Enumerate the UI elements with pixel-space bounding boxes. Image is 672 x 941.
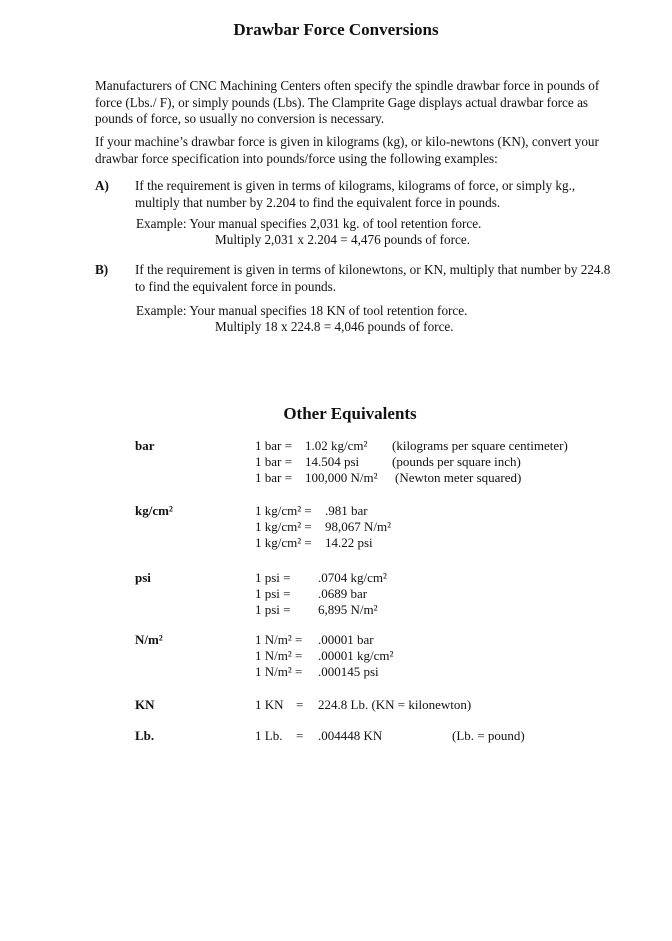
eq-rhs: .000145 psi	[318, 664, 379, 679]
eq-rhs: 14.22 psi	[325, 535, 373, 550]
section-title: Other Equivalents	[283, 404, 417, 423]
eq-rhs: .00001 bar	[318, 632, 374, 647]
eq-rhs: .0704 kg/cm²	[318, 570, 387, 585]
unit-label-psi: psi	[135, 570, 151, 585]
eq-rhs: 100,000 N/m²	[305, 470, 378, 485]
eq-lhs: 1 N/m² =	[255, 632, 303, 647]
eq-lhs: 1 bar =	[255, 454, 292, 469]
eq-rhs: .004448 KN	[318, 728, 383, 743]
item-text: If the requirement is given in terms of kilonewtons, or KN, multiply that number by 224.8 to find the equivalent force in pounds.	[135, 262, 611, 294]
eq-note: (pounds per square inch)	[392, 454, 521, 469]
intro-paragraph-2: If your machine’s drawbar force is given in kilograms (kg), or kilo-newtons (KN), convert your drawbar force specification into pounds/force using the following examples:	[95, 134, 599, 166]
eq-rhs: .00001 kg/cm²	[318, 648, 394, 663]
example-b-line-1: Example: Your manual specifies 18 KN of tool retention force.	[136, 303, 468, 318]
eq-lhs: 1 psi =	[255, 570, 291, 585]
intro-paragraph-1: Manufacturers of CNC Machining Centers often specify the spindle drawbar force in pounds of force (Lbs./ F), or simply pounds (Lbs). The Clamprite Gage displays actual drawbar force as pounds of force, so usually no conversion is necessary.	[95, 78, 600, 126]
item-marker: B)	[95, 262, 109, 277]
eq-sign: =	[296, 697, 304, 712]
eq-lhs: 1 Lb.	[255, 728, 283, 743]
example-a-line-2: Multiply 2,031 x 2.204 = 4,476 pounds of force.	[215, 232, 471, 247]
eq-rhs: 1.02 kg/cm²	[305, 438, 368, 453]
eq-lhs: 1 psi =	[255, 602, 291, 617]
eq-rhs: 14.504 psi	[305, 454, 360, 469]
eq-sign: =	[296, 728, 304, 743]
unit-label-kg-cm2: kg/cm²	[135, 503, 173, 518]
eq-rhs: .0689 bar	[318, 586, 368, 601]
eq-rhs: 98,067 N/m²	[325, 519, 392, 534]
eq-lhs: 1 N/m² =	[255, 648, 303, 663]
eq-lhs: 1 kg/cm² =	[255, 503, 312, 518]
eq-note: (Newton meter squared)	[395, 470, 522, 485]
unit-label-kn: KN	[135, 697, 155, 712]
eq-lhs: 1 bar =	[255, 438, 292, 453]
eq-rhs: 224.8 Lb. (KN = kilonewton)	[318, 697, 472, 712]
unit-label-lb: Lb.	[135, 728, 155, 743]
page-title: Drawbar Force Conversions	[233, 20, 439, 39]
eq-lhs: 1 KN	[255, 697, 284, 712]
eq-lhs: 1 N/m² =	[255, 664, 303, 679]
eq-lhs: 1 psi =	[255, 586, 291, 601]
eq-lhs: 1 bar =	[255, 470, 292, 485]
unit-label-n-m2: N/m²	[135, 632, 163, 647]
eq-lhs: 1 kg/cm² =	[255, 519, 312, 534]
unit-label-bar: bar	[135, 438, 155, 453]
item-text: If the requirement is given in terms of kilograms, kilograms of force, or simply kg., multiply that number by 2.204 to find the equivalent force in pounds.	[135, 178, 576, 210]
eq-note: (kilograms per square centimeter)	[392, 438, 568, 453]
eq-rhs: 6,895 N/m²	[318, 602, 378, 617]
example-a-line-1: Example: Your manual specifies 2,031 kg. of tool retention force.	[136, 216, 482, 231]
item-marker: A)	[95, 178, 109, 193]
eq-lhs: 1 kg/cm² =	[255, 535, 312, 550]
eq-note: (Lb. = pound)	[452, 728, 525, 743]
eq-rhs: .981 bar	[325, 503, 368, 518]
example-b-line-2: Multiply 18 x 224.8 = 4,046 pounds of force.	[215, 319, 454, 334]
